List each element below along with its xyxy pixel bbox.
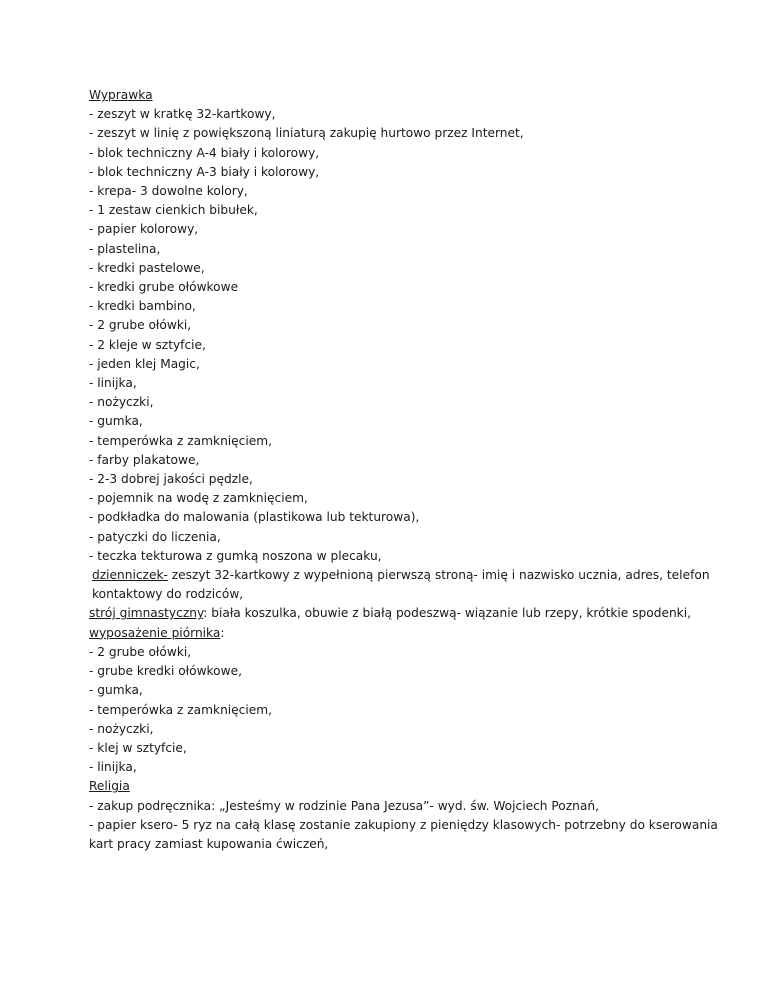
- list-item: - zakup podręcznika: „Jesteśmy w rodzinie Pana Jezusa”- wyd. św. Wojciech Poznań,: [89, 798, 599, 813]
- list-item: - 2 grube ołówki,: [89, 318, 192, 333]
- list-item: - blok techniczny A-4 biały i kolorowy,: [89, 145, 320, 160]
- section-heading-wyprawka: Wyprawka: [89, 88, 153, 102]
- list-item: - teczka tekturowa z gumką noszona w plecaku,: [89, 548, 382, 563]
- piornik-heading-suffix: :: [220, 625, 225, 640]
- list-item: - pojemnik na wodę z zamknięciem,: [89, 491, 308, 506]
- list-item: - podkładka do malowania (plastikowa lub tekturowa),: [89, 510, 420, 525]
- list-item: - blok techniczny A-3 biały i kolorowy,: [89, 164, 320, 179]
- list-item: - 2-3 dobrej jakości pędzle,: [89, 472, 253, 487]
- stroj-paragraph: [89, 604, 728, 623]
- list-item: - farby plakatowe,: [89, 452, 200, 467]
- list-item: - kredki bambino,: [89, 299, 196, 314]
- list-item: - papier kolorowy,: [89, 222, 199, 237]
- list-item: - 2 kleje w sztyfcie,: [89, 337, 206, 352]
- dzienniczek-label: dzienniczek-: [92, 568, 168, 583]
- list-item: - kredki pastelowe,: [89, 260, 205, 275]
- list-item: - papier ksero- 5 ryz na całą klasę zostanie zakupiony z pieniędzy klasowych- potrzebny do kserowania kart pracy zamiast kupowania ćwiczeń,: [89, 817, 718, 851]
- list-item: - gumka,: [89, 683, 143, 698]
- section-heading-piornik: [89, 624, 728, 643]
- list-item: - 1 zestaw cienkich bibułek,: [89, 203, 258, 218]
- list-item: - 2 grube ołówki,: [89, 644, 192, 659]
- list-item: - klej w sztyfcie,: [89, 740, 187, 755]
- list-item: - temperówka z zamknięciem,: [89, 433, 273, 448]
- list-item: - zeszyt w kratkę 32-kartkowy,: [89, 107, 276, 122]
- list-item: - krepa- 3 dowolne kolory,: [89, 184, 248, 199]
- dzienniczek-text: zeszyt 32-kartkowy z wypełnioną pierwszą stroną- imię i nazwisko ucznia, adres, telefon kontaktowy do rodziców,: [92, 568, 710, 602]
- list-item: - temperówka z zamknięciem,: [89, 702, 273, 717]
- list-item: - jeden klej Magic,: [89, 356, 200, 371]
- religia-list: [89, 797, 728, 855]
- list-item: - patyczki do liczenia,: [89, 529, 221, 544]
- list-item: - nożyczki,: [89, 721, 154, 736]
- list-item: - plastelina,: [89, 241, 161, 256]
- list-item: - linijka,: [89, 760, 137, 775]
- list-item: - grube kredki ołówkowe,: [89, 664, 242, 679]
- stroj-text: : biała koszulka, obuwie z białą podeszwą- wiązanie lub rzepy, krótkie spodenki,: [203, 606, 691, 621]
- dzienniczek-paragraph: [89, 566, 728, 604]
- list-item: - kredki grube ołówkowe: [89, 280, 239, 295]
- piornik-heading: wyposażenie piórnika: [89, 625, 221, 640]
- list-item: - zeszyt w linię z powiększoną liniaturą zakupię hurtowo przez Internet,: [89, 126, 524, 141]
- piornik-list: [89, 643, 728, 777]
- list-item: - gumka,: [89, 414, 143, 429]
- section-heading-religia: Religia: [89, 779, 130, 794]
- stroj-label: strój gimnastyczny: [89, 606, 204, 621]
- wyprawka-list: [89, 105, 728, 566]
- list-item: - nożyczki,: [89, 395, 154, 410]
- list-item: - linijka,: [89, 376, 137, 391]
